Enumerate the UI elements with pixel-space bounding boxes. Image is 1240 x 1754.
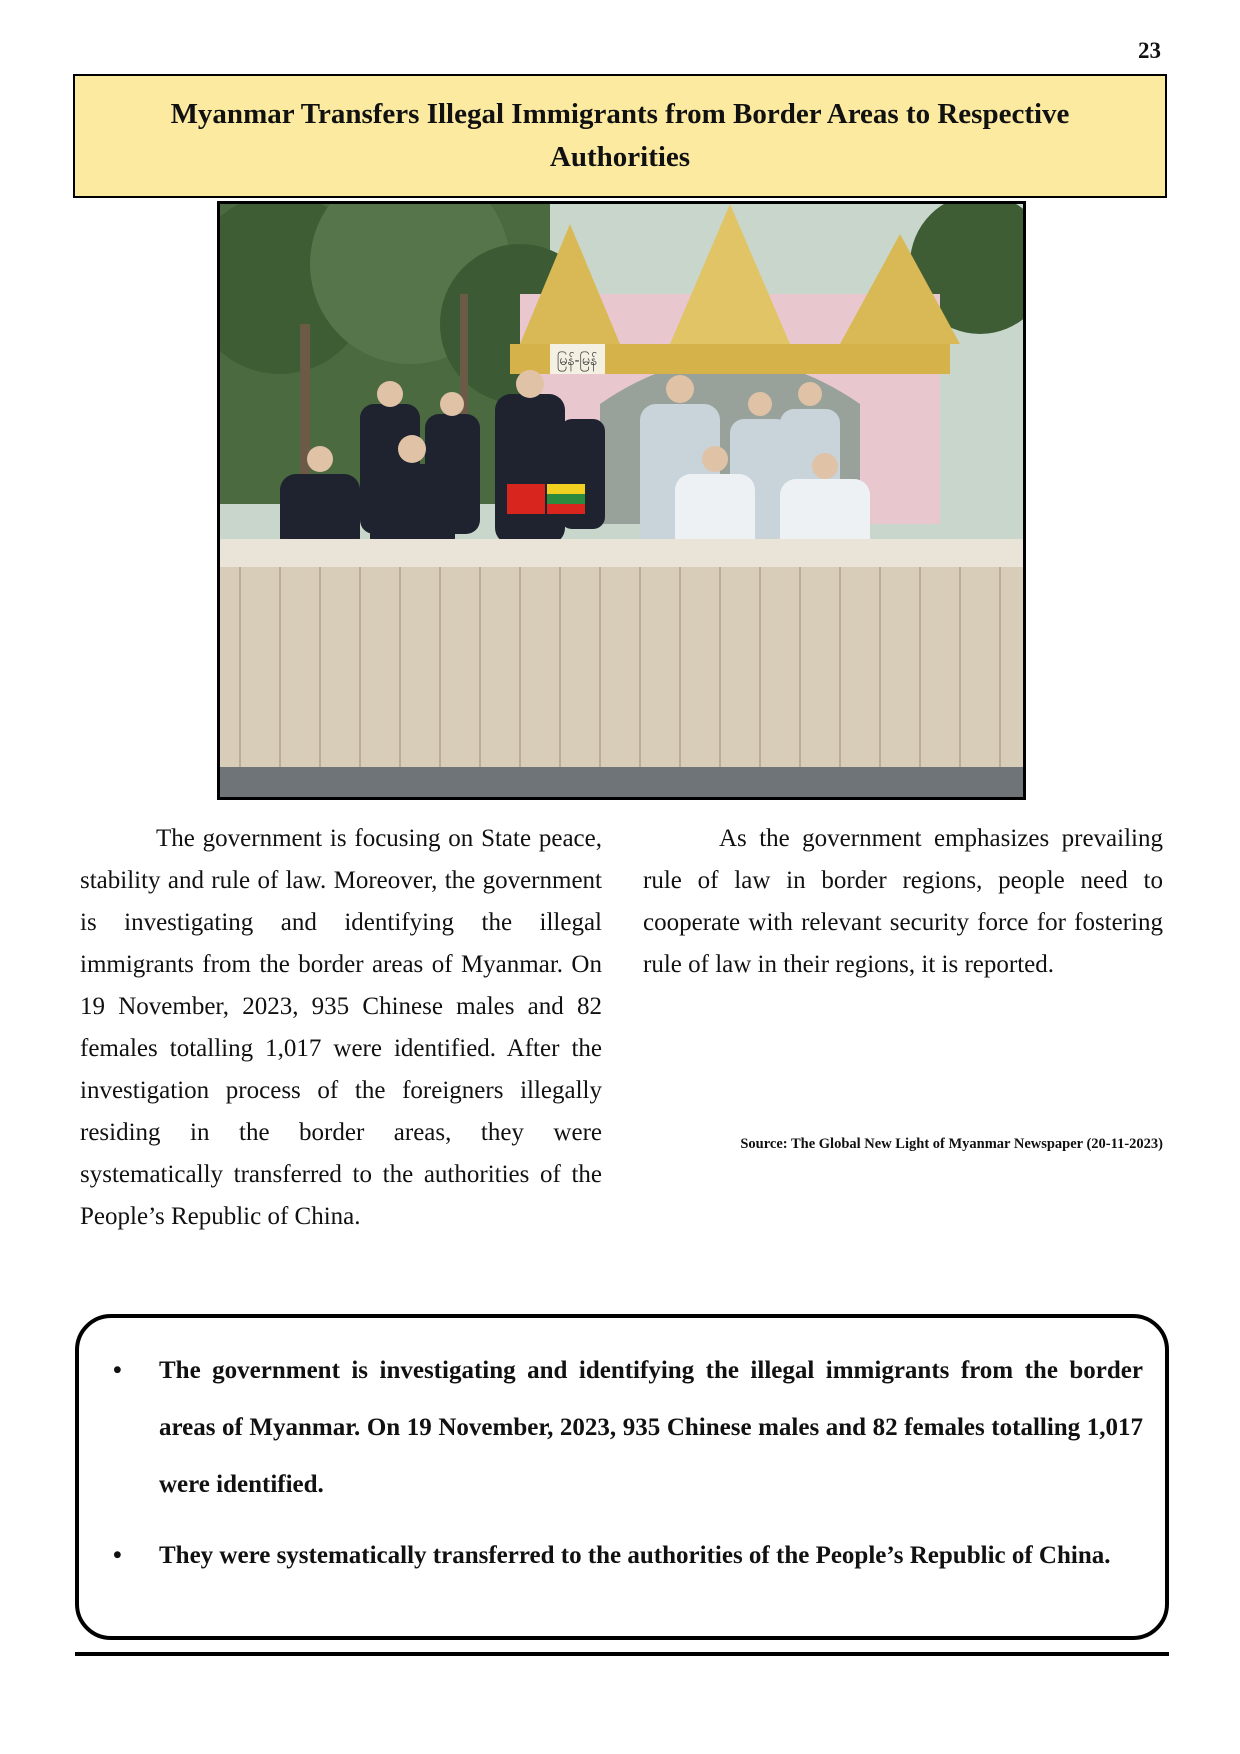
summary-item: [101, 1342, 1143, 1513]
source-citation: Source: The Global New Light of Myanmar Newspaper (20-11-2023): [740, 1136, 1163, 1152]
article-column-left: [80, 818, 602, 1238]
article-title: Myanmar Transfers Illegal Immigrants from Border Areas to Respective Authorities: [170, 98, 1070, 173]
article-photo: [217, 201, 1026, 800]
gate-sign: မြန်-မြန်: [556, 353, 598, 369]
summary-box: [75, 1314, 1169, 1640]
photo-illustration: [220, 204, 1023, 797]
article-column-right: [643, 818, 1163, 986]
page-number: 23: [1138, 38, 1161, 63]
bottom-rule: [75, 1652, 1169, 1656]
summary-item: [101, 1527, 1143, 1584]
summary-item-text: They were systematically transferred to the authorities of the People’s Republic of China.: [159, 1542, 1111, 1569]
bullet-icon: •: [113, 1357, 122, 1384]
bullet-icon: •: [113, 1542, 122, 1569]
summary-item-text: The government is investigating and identifying the illegal immigrants from the border areas of Myanmar. On 19 November, 2023, 935 Chinese males and 82 females totalling 1,017 were identified.: [159, 1357, 1143, 1498]
title-box: [73, 74, 1167, 198]
article-paragraph: The government is focusing on State peace, stability and rule of law. Moreover, the government is investigating and identifying the illegal immigrants from the border areas of Myanmar. On 19 November, 2023, 935 Chinese males and 82 females totalling 1,017 were identified. After the investigation process of the foreigners illegally residing in the border areas, they were systematically transferred to the authorities of the People’s Republic of China.: [80, 825, 602, 1230]
article-paragraph: As the government emphasizes prevailing rule of law in border regions, people need to cooperate with relevant security force for fostering rule of law in their regions, it is reported.: [643, 825, 1163, 978]
summary-list: [101, 1342, 1143, 1584]
